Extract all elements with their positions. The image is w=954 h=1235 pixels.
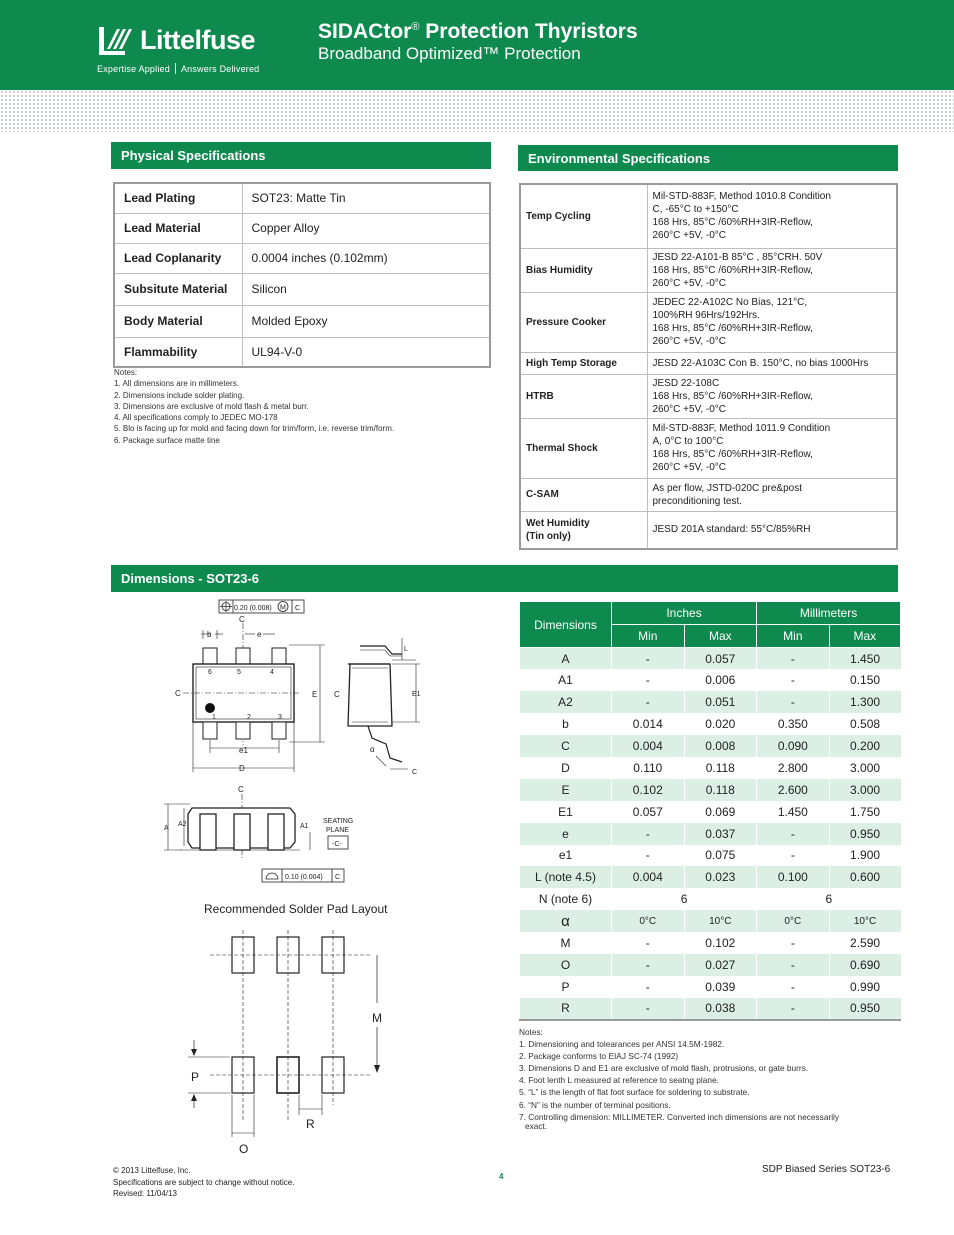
environmental-specs-heading: Environmental Specifications (518, 145, 898, 171)
dimension-cell: 0.014 (612, 713, 685, 735)
tolerance-bottom-c: C (335, 874, 341, 881)
solder-pad-title: Recommended Solder Pad Layout (204, 902, 388, 916)
col-millimeters: Millimeters (757, 602, 901, 625)
env-value-line: JESD 22-A101-B 85°C , 85°CRH. 50V (652, 251, 823, 263)
note-line: 3. Dimensions D and E1 are exclusive of mold flash, protrusions, or gate burrs. (519, 1063, 809, 1074)
col-in-min: Min (612, 625, 685, 648)
dim-E1-label: E1 (412, 691, 421, 698)
dimension-cell: P (520, 976, 612, 998)
spec-value: SOT23: Matte Tin (242, 183, 490, 213)
dimension-row (520, 779, 901, 801)
dimension-cell: 0°C (757, 910, 830, 932)
dimension-row (520, 845, 901, 867)
dimension-cell: e (520, 823, 612, 845)
environmental-spec-row (520, 184, 897, 248)
dimension-cell: - (612, 932, 685, 954)
environmental-specs-table (519, 183, 898, 550)
env-key (520, 352, 647, 374)
dimension-cell: 3.000 (829, 779, 900, 801)
note-line: 5. “L” is the length of flat foot surface for soldering to substrate. (519, 1087, 750, 1098)
dimension-cell: 0.350 (757, 713, 830, 735)
dimension-cell: - (612, 648, 685, 670)
dimension-cell: - (757, 669, 830, 691)
env-value (647, 184, 897, 248)
dimension-cell: - (757, 998, 830, 1020)
dim-M-label: M (372, 1011, 382, 1025)
page-subtitle: Broadband Optimized™ Protection (318, 44, 581, 63)
dim-A2-label: A2 (178, 821, 187, 828)
dimension-row (520, 757, 901, 779)
dimension-cell: b (520, 713, 612, 735)
physical-spec-row (114, 273, 490, 305)
dimension-cell: 6 (612, 888, 757, 910)
dimension-cell: 0.090 (757, 735, 830, 757)
dimension-cell: 0.038 (684, 998, 757, 1020)
env-value-line: Mil-STD-883F, Method 1011.9 Condition (652, 423, 831, 434)
dim-e-label: e (257, 630, 262, 639)
spec-value: Silicon (242, 273, 490, 305)
env-key-line: HTRB (526, 390, 554, 402)
env-value-line: 100%RH 96Hrs/192Hrs. (652, 310, 760, 321)
dimension-cell: 0.102 (684, 932, 757, 954)
dimension-row (520, 669, 901, 691)
spec-value: UL94-V-0 (242, 337, 490, 367)
dimension-row (520, 691, 901, 713)
dimension-cell: - (757, 648, 830, 670)
dimension-row (520, 998, 901, 1020)
dimension-row (520, 932, 901, 954)
centerline-label-left: C (175, 689, 181, 698)
spec-key: Flammability (114, 337, 242, 367)
env-value-line: 168 Hrs, 85°C /60%RH+3IR-Reflow, (652, 323, 813, 334)
front-centerline-label: C (238, 785, 244, 794)
dimension-cell: O (520, 954, 612, 976)
env-value-line: As per flow, JSTD-020C pre&post (652, 482, 803, 494)
env-value (647, 292, 897, 352)
solder-pad-layout-drawing (180, 925, 400, 1160)
env-value-line: JESD 22-A103C Con B. 150°C, no bias 1000Hrs (652, 357, 869, 369)
env-key-line: (Tin only) (526, 530, 571, 542)
dimension-row (520, 866, 901, 888)
spec-key: Lead Material (114, 213, 242, 243)
dimension-cell: 6 (757, 888, 901, 910)
env-value-line: preconditioning test. (652, 495, 743, 507)
page-title: SIDACtor® Protection Thyristors (318, 20, 638, 43)
col-inches: Inches (612, 602, 757, 625)
seating-plane-label-1: SEATING (323, 818, 354, 825)
dimension-cell: 0.690 (829, 954, 900, 976)
footer-series: SDP Biased Series SOT23-6 (762, 1164, 891, 1175)
dimension-cell: 1.300 (829, 691, 900, 713)
dimension-cell: - (757, 932, 830, 954)
dimension-cell: 1.900 (829, 845, 900, 867)
dimension-cell: 0.023 (684, 866, 757, 888)
physical-specs-table (113, 182, 491, 368)
env-value (647, 418, 897, 478)
dim-R-label: R (306, 1117, 315, 1131)
dimension-cell: 1.450 (829, 648, 900, 670)
env-key (520, 292, 647, 352)
dimension-cell: 10°C (829, 910, 900, 932)
env-key-line: Bias Humidity (526, 264, 593, 276)
note-line: Notes: (519, 1027, 543, 1037)
env-key-line: Temp Cycling (526, 210, 591, 222)
env-value-line: 260°C +5V, -0°C (652, 230, 727, 242)
dimension-cell: A1 (520, 669, 612, 691)
dimension-cell: C (520, 735, 612, 757)
environmental-spec-row (520, 248, 897, 292)
physical-spec-row (114, 337, 490, 367)
physical-spec-row (114, 213, 490, 243)
note-line: 1. All dimensions are in millimeters. (114, 379, 239, 389)
env-value-line: 168 Hrs, 85°C /60%RH+3IR-Reflow, (652, 217, 813, 229)
package-side-view-drawing (330, 628, 430, 778)
env-value (647, 248, 897, 292)
centerline-label-top: C (239, 615, 245, 624)
env-value-line: 260°C +5V, -0°C (652, 462, 727, 473)
dimension-cell: 0.200 (829, 735, 900, 757)
dimension-row (520, 954, 901, 976)
tolerance-label-bottom: 0.10 (0.004) (285, 874, 323, 881)
dimension-cell: 0.950 (829, 998, 900, 1020)
dim-e1-label: e1 (239, 746, 248, 755)
note-line: 5. Blo is facing up for mold and facing down for trim/form, i.e. reverse trim/form. (114, 424, 395, 434)
note-line: 6. “N” is the number of terminal positions. (519, 1099, 671, 1110)
env-value-line: 260°C +5V, -0°C (652, 277, 727, 289)
dimension-row (520, 823, 901, 845)
dimensions-table (519, 601, 901, 1021)
spec-value: Copper Alloy (242, 213, 490, 243)
dimension-cell: E (520, 779, 612, 801)
dimension-cell: 0.102 (612, 779, 685, 801)
env-value-line: JESD 201A standard: 55°C/85%RH (652, 524, 811, 536)
dim-b-label: b (207, 630, 212, 639)
dimension-cell: - (757, 691, 830, 713)
dimension-cell: - (757, 823, 830, 845)
dimension-cell: 0.057 (684, 648, 757, 670)
spec-key: Lead Coplanarity (114, 243, 242, 273)
dimension-cell: 2.800 (757, 757, 830, 779)
dimension-cell: - (757, 845, 830, 867)
note-line: 4. All specifications comply to JEDEC MO-178 (114, 413, 278, 423)
dimension-cell: 1.450 (757, 801, 830, 823)
dimension-cell: - (612, 669, 685, 691)
dimension-cell: - (612, 998, 685, 1020)
spec-key: Subsitute Material (114, 273, 242, 305)
dimension-row (520, 713, 901, 735)
tolerance-label-top: 0.20 (0.008) (234, 605, 272, 612)
note-line: 7. Controlling dimension: MILLIMETER. Converted inch dimensions are not necessarily (519, 1111, 840, 1122)
side-centerline-label: C (334, 690, 340, 699)
dimension-row (520, 735, 901, 757)
env-value-line: 168 Hrs, 85°C /60%RH+3IR-Reflow, (652, 264, 813, 276)
pin-6-label: 6 (208, 669, 212, 676)
dim-O-label: O (239, 1142, 249, 1156)
dimension-row (520, 648, 901, 670)
tolerance-c: C (295, 605, 301, 612)
env-key-line: C-SAM (526, 489, 559, 500)
dimension-row (520, 910, 901, 932)
dimension-row (520, 976, 901, 998)
env-value-line: 260°C +5V, -0°C (652, 336, 727, 347)
spec-key: Lead Plating (114, 183, 242, 213)
dim-D-label: D (239, 764, 245, 773)
dimension-cell: 2.590 (829, 932, 900, 954)
physical-spec-row (114, 305, 490, 337)
dimension-cell: 0.990 (829, 976, 900, 998)
environmental-spec-row (520, 292, 897, 352)
dimension-cell: 0.020 (684, 713, 757, 735)
environmental-spec-row (520, 478, 897, 511)
col-in-max: Max (684, 625, 757, 648)
dimension-cell: 0.004 (612, 866, 685, 888)
dimension-cell: - (612, 954, 685, 976)
dimension-row (520, 888, 901, 910)
spec-value: Molded Epoxy (242, 305, 490, 337)
dimension-cell: 0.100 (757, 866, 830, 888)
col-dimensions: Dimensions (520, 602, 612, 648)
spec-key: Body Material (114, 305, 242, 337)
package-front-view-drawing (160, 780, 360, 885)
env-key-line: High Temp Storage (526, 357, 617, 369)
tolerance-m: M (280, 604, 286, 612)
env-key-line: Thermal Shock (526, 442, 598, 454)
dimension-cell: 0.008 (684, 735, 757, 757)
dim-P-label: P (191, 1070, 200, 1084)
dim-A1-label: A1 (300, 823, 309, 830)
dimension-cell: D (520, 757, 612, 779)
physical-notes (114, 367, 394, 446)
dimension-cell: - (612, 823, 685, 845)
env-value (647, 511, 897, 549)
env-key-line: Wet Humidity (526, 517, 590, 529)
env-key (520, 248, 647, 292)
env-value-line: 168 Hrs, 85°C /60%RH+3IR-Reflow, (652, 449, 813, 460)
dimension-cell: 0.069 (684, 801, 757, 823)
dimension-cell: - (612, 976, 685, 998)
dimension-row (520, 801, 901, 823)
env-value-line: 260°C +5V, -0°C (652, 403, 727, 415)
dimension-cell: E1 (520, 801, 612, 823)
dimension-cell: 0.600 (829, 866, 900, 888)
dimension-cell: 0.508 (829, 713, 900, 735)
note-line: 3. Dimensions are exclusive of mold flash & metal burr. (114, 401, 309, 411)
env-value (647, 352, 897, 374)
dimension-cell: N (note 6) (520, 888, 612, 910)
dimension-cell: 0°C (612, 910, 685, 932)
env-value-line: JEDEC 22-A102C No Bias, 121°C, (652, 297, 808, 308)
env-value-line: Mil-STD-883F, Method 1010.8 Condition (652, 191, 831, 203)
env-value-line: C, -65°C to +150°C (652, 204, 739, 216)
dimension-cell: 0.027 (684, 954, 757, 976)
env-value (647, 478, 897, 511)
env-value-line: A, 0°C to 100°C (652, 436, 724, 447)
note-line: 6. Package surface matte tine (114, 435, 220, 445)
env-value-line: 168 Hrs, 85°C /60%RH+3IR-Reflow, (652, 390, 813, 402)
brand-name: Littelfuse (140, 25, 256, 55)
dimension-cell: 0.150 (829, 669, 900, 691)
note-line: exact. (525, 1120, 548, 1131)
dim-alpha-label: α (370, 745, 375, 754)
brand-tagline: Expertise Applied Answers Delivered (97, 64, 260, 74)
dimension-cell: A2 (520, 691, 612, 713)
dimension-cell: - (612, 691, 685, 713)
pin-4-label: 4 (270, 669, 274, 676)
dimension-cell: e1 (520, 845, 612, 867)
pin-2-label: 2 (247, 714, 251, 721)
page-header (0, 0, 954, 90)
dimension-cell: 0.950 (829, 823, 900, 845)
decorative-dot-band (0, 90, 954, 132)
physical-spec-row (114, 183, 490, 213)
environmental-spec-row (520, 418, 897, 478)
env-value-line: JESD 22-108C (652, 377, 720, 389)
env-key (520, 184, 647, 248)
dimension-cell: - (757, 976, 830, 998)
col-mm-max: Max (829, 625, 900, 648)
dimension-cell: 10°C (684, 910, 757, 932)
page-number: 4 (499, 1172, 504, 1181)
dimension-cell: 0.037 (684, 823, 757, 845)
pin-5-label: 5 (237, 669, 241, 676)
dimension-cell: A (520, 648, 612, 670)
dimension-cell: 2.600 (757, 779, 830, 801)
dimension-cell: α (520, 910, 612, 932)
seating-plane-label-2: PLANE (326, 827, 349, 834)
dimension-cell: 0.118 (684, 779, 757, 801)
dimension-cell: M (520, 932, 612, 954)
env-key (520, 374, 647, 418)
dim-A-label: A (164, 825, 169, 832)
littelfuse-logo-icon (97, 25, 133, 57)
physical-specs-heading: Physical Specifications (111, 142, 491, 169)
dimension-cell: 3.000 (829, 757, 900, 779)
note-line: 1. Dimensioning and tolearances per ANSI 14.5M-1982. (519, 1039, 725, 1050)
dimension-cell: 0.075 (684, 845, 757, 867)
dim-C-label: C (412, 769, 418, 776)
physical-spec-row (114, 243, 490, 273)
dimension-cell: - (757, 954, 830, 976)
dim-E-label: E (312, 690, 318, 699)
dimension-cell: 0.057 (612, 801, 685, 823)
dimension-cell: L (note 4.5) (520, 866, 612, 888)
env-key (520, 418, 647, 478)
spec-value: 0.0004 inches (0.102mm) (242, 243, 490, 273)
env-key-line: Pressure Cooker (526, 316, 607, 328)
env-value (647, 374, 897, 418)
col-mm-min: Min (757, 625, 830, 648)
environmental-spec-row (520, 352, 897, 374)
note-line: 2. Dimensions include solder plating. (114, 390, 245, 400)
env-key (520, 511, 647, 549)
environmental-spec-row (520, 374, 897, 418)
note-line: 4. Foot lenth L measured at reference to seatng plane. (519, 1075, 719, 1086)
pin-3-label: 3 (278, 714, 282, 721)
dimension-cell: 0.118 (684, 757, 757, 779)
environmental-spec-row (520, 511, 897, 549)
note-line: 2. Package conforms to EIAJ SC-74 (1992) (519, 1051, 679, 1062)
env-key (520, 478, 647, 511)
dimension-cell: 1.750 (829, 801, 900, 823)
seating-plane-datum: -C- (332, 841, 342, 848)
dimension-notes (519, 1026, 839, 1130)
dimensions-heading: Dimensions - SOT23-6 (111, 565, 898, 592)
pin-1-label: 1 (212, 714, 216, 721)
dimension-cell: R (520, 998, 612, 1020)
dimension-cell: 0.006 (684, 669, 757, 691)
note-line: Notes: (114, 368, 138, 377)
dim-L-label: L (404, 646, 408, 653)
dimension-cell: - (612, 845, 685, 867)
dimension-cell: 0.110 (612, 757, 685, 779)
footer-copyright: © 2013 Littelfuse, Inc. Specifications are subject to change without notice. Revised: 11/04/13 (113, 1166, 295, 1198)
dimension-cell: 0.051 (684, 691, 757, 713)
dimension-cell: 0.004 (612, 735, 685, 757)
dimension-cell: 0.039 (684, 976, 757, 998)
